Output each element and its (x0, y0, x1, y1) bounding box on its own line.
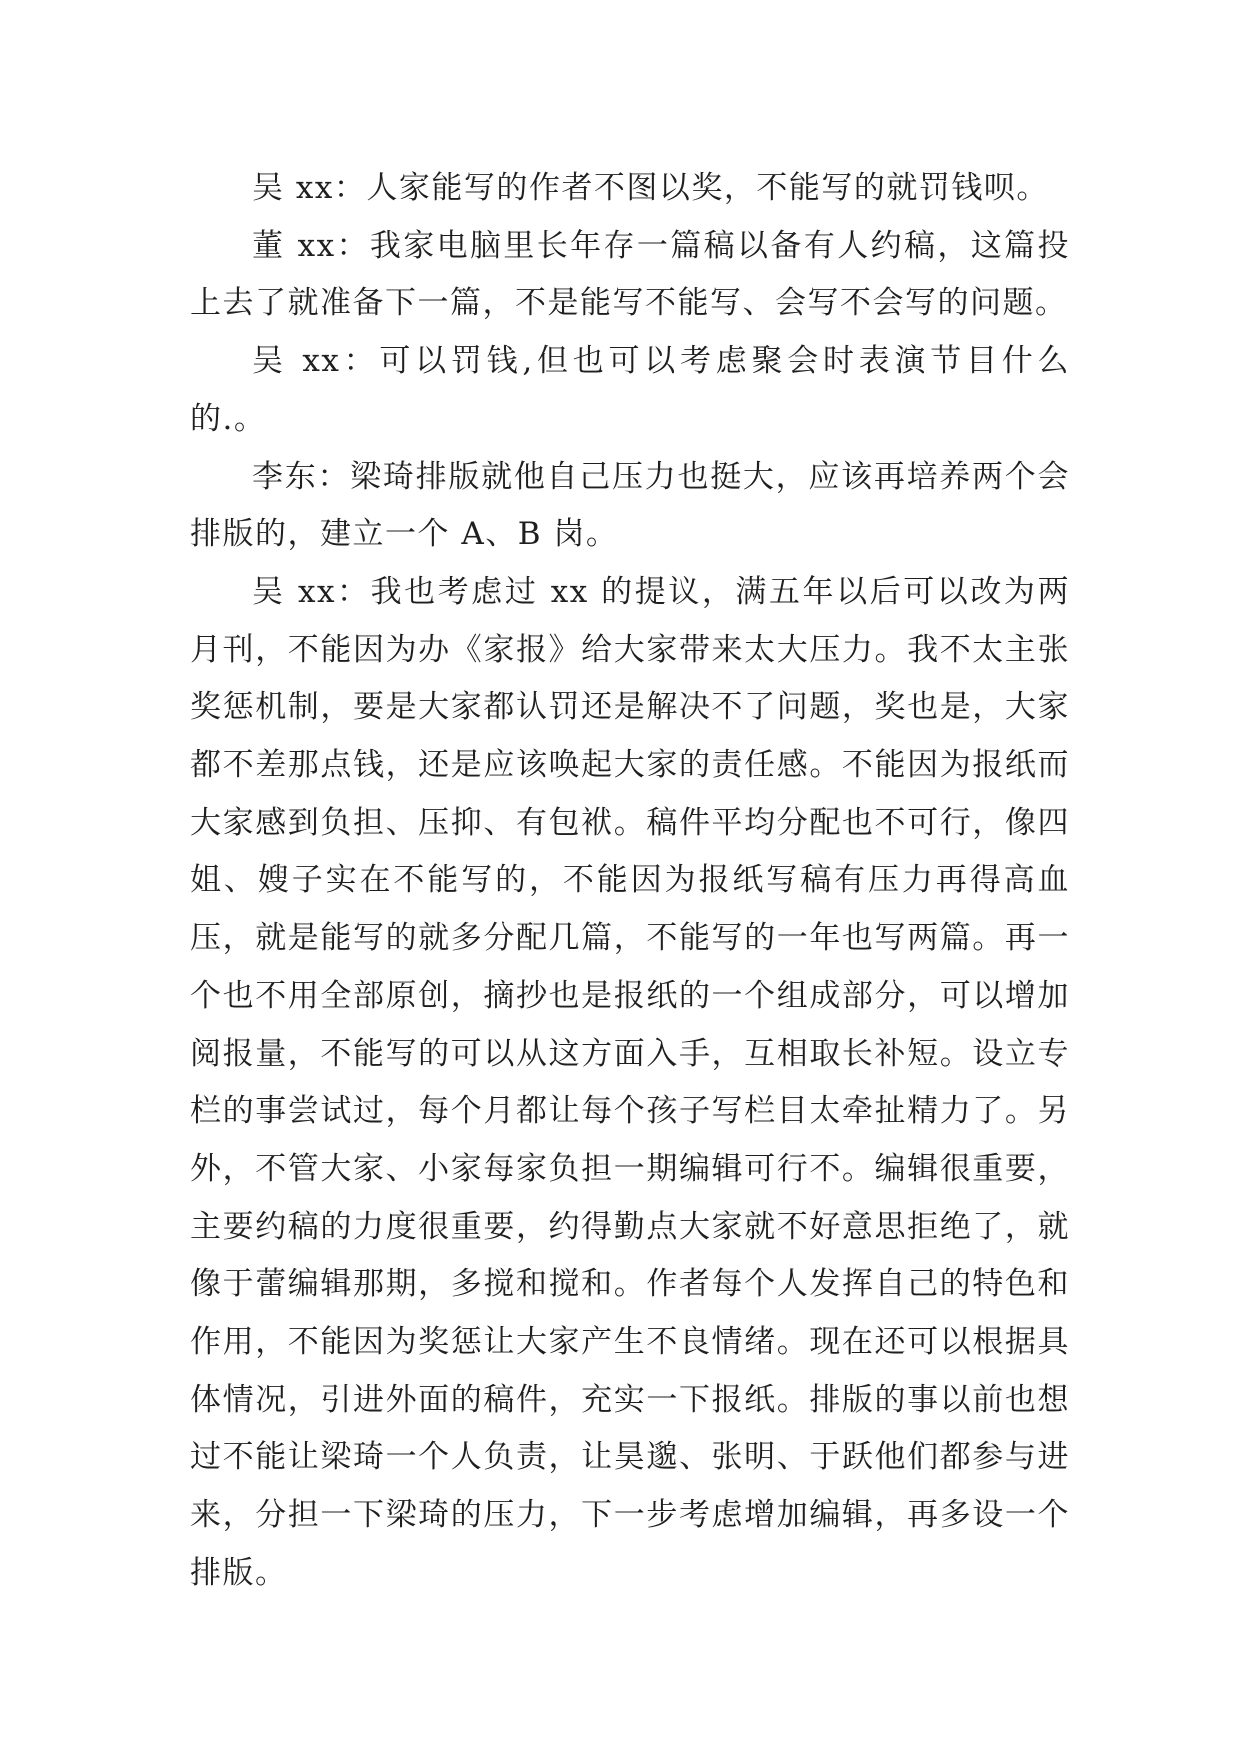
paragraph-wu-3: 吴 xx：我也考虑过 xx 的提议，满五年以后可以改为两月刊，不能因为办《家报》给大家带来太大压力。我不太主张奖惩机制，要是大家都认罚还是解决不了问题，奖也是，大家都不差那点钱，还是应该唤起大家的责任感。不能因为报纸而大家感到负担、压抑、有包袱。稿件平均分配也不可行，像四姐、嫂子实在不能写的，不能因为报纸写稿有压力再得高血压，就是能写的就多分配几篇，不能写的一年也写两篇。再一个也不用全部原创，摘抄也是报纸的一个组成部分，可以增加阅报量，不能写的可以从这方面入手，互相取长补短。设立专栏的事尝试过，每个月都让每个孩子写栏目太牵扯精力了。另外，不管大家、小家每家负担一期编辑可行不。编辑很重要，主要约稿的力度很重要，约得勤点大家就不好意思拒绝了，就像于蕾编辑那期，多搅和搅和。作者每个人发挥自己的特色和作用，不能因为奖惩让大家产生不良情绪。现在还可以根据具体情况，引进外面的稿件，充实一下报纸。排版的事以前也想过不能让梁琦一个人负责，让昊邈、张明、于跃他们都参与进来，分担一下梁琦的压力，下一步考虑增加编辑，再多设一个排版。 (190, 573, 1070, 1591)
paragraph-dong: 董 xx：我家电脑里长年存一篇稿以备有人约稿，这篇投上去了就准备下一篇，不是能写不能写、会写不会写的问题。 (190, 227, 1070, 322)
paragraph-li-dong: 李东：梁琦排版就他自己压力也挺大，应该再培养两个会排版的，建立一个 A、B 岗。 (190, 458, 1070, 553)
paragraph-wu-1: 吴 xx：人家能写的作者不图以奖，不能写的就罚钱呗。 (252, 170, 1049, 206)
paragraph-wu-2: 吴 xx：可以罚钱,但也可以考虑聚会时表演节目什么的.。 (190, 343, 1070, 437)
meeting-transcript (190, 160, 1070, 1603)
